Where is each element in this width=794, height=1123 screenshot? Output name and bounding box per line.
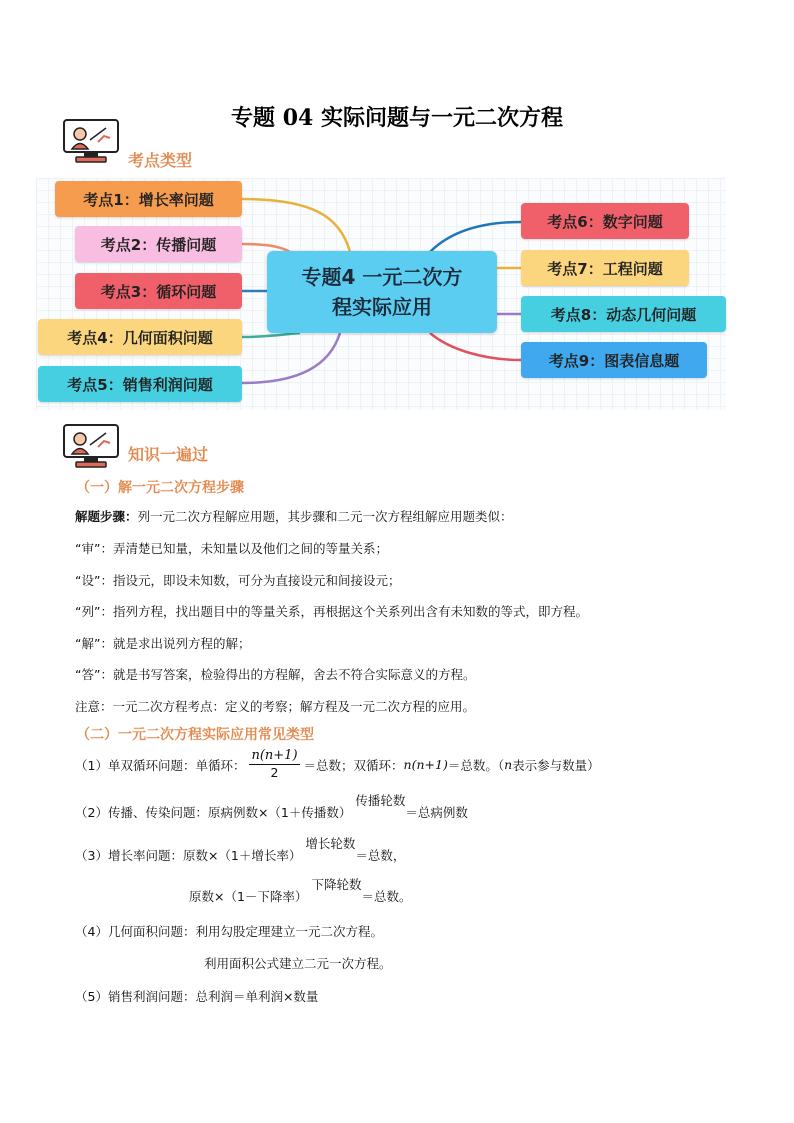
part2-item-3-line2: [189, 877, 412, 905]
item3-line2-prefix: 原数×（1－下降率）: [189, 889, 308, 904]
part1-note: 注意：一元二次方程考点：定义的考察；解方程及一元二次方程的应用。: [75, 699, 476, 714]
center-node-line2: 程实际应用: [332, 295, 432, 319]
item1-prefix: （1）单双循环问题：单循环：: [75, 757, 246, 773]
item1-suffix2: 表示参与数量）: [512, 757, 600, 773]
part2-item-1: [75, 748, 600, 781]
part1-intro: [75, 507, 513, 525]
item3-line2-exponent: 下降轮数: [311, 877, 362, 892]
part2-item-3: [75, 836, 406, 864]
part1-step-5: “答”：就是书写答案，检验得出的方程解，舍去不符合实际意义的方程。: [75, 667, 476, 682]
part2-item-5: （5）销售利润问题：总利润＝单利润×数量: [75, 989, 319, 1004]
part1-intro-text: 列一元二次方程解应用题，其步骤和二元一次方程组解应用题类似：: [137, 509, 513, 524]
mindmap-node-1: 考点1：增长率问题: [55, 181, 242, 217]
part1-step-2: “设”：指设元，即设未知数，可分为直接设元和间接设元；: [75, 573, 401, 588]
section-heading-types: 考点类型: [128, 151, 193, 170]
page-title: 专题 04 实际问题与一元二次方程: [231, 105, 563, 131]
mindmap-node-3: 考点3：循环问题: [75, 273, 242, 309]
mindmap-node-8: 考点8：动态几何问题: [521, 296, 726, 332]
item2-suffix: ＝总病例数: [405, 805, 468, 820]
mindmap-node-4: 考点4：几何面积问题: [38, 319, 242, 355]
section-heading-knowledge: 知识一遍过: [128, 445, 209, 464]
center-node-line1: 专题4 一元二次方: [301, 265, 463, 289]
part1-heading: （一）解一元二次方程步骤: [76, 480, 244, 496]
part1-step-4: “解”：就是求出说列方程的解；: [75, 636, 251, 651]
fraction-denominator: 2: [270, 765, 279, 780]
double-round-expression: n(n+1): [403, 757, 448, 772]
item1-suffix: ＝总数。（: [447, 757, 505, 773]
part1-intro-label: 解题步骤：: [75, 509, 138, 524]
mindmap-node-7: 考点7：工程问题: [521, 250, 689, 286]
part1-step-3: “列”：指列方程，找出题目中的等量关系，再根据这个关系列出含有未知数的等式，即方程。: [75, 604, 588, 619]
item2-prefix: （2）传播、传染问题：原病例数×（1＋传播数）: [75, 805, 352, 820]
mindmap-node-6: 考点6：数字问题: [521, 203, 689, 239]
item3-prefix: （3）增长率问题：原数×（1＋增长率）: [75, 848, 302, 863]
mindmap-node-2: 考点2：传播问题: [75, 226, 242, 262]
mindmap-node-5: 考点5：销售利润问题: [38, 366, 242, 402]
part2-heading: （二）一元二次方程实际应用常见类型: [76, 727, 314, 743]
part2-item-4-line2: 利用面积公式建立二元一次方程。: [204, 956, 392, 971]
item3-line2-suffix: ＝总数。: [361, 889, 412, 904]
item1-variable-n: n: [504, 757, 513, 772]
mindmap-node-9: 考点9：图表信息题: [521, 342, 707, 378]
part2-item-4: （4）几何面积问题：利用勾股定理建立一元二次方程。: [75, 924, 383, 939]
teacher-board-icon: [62, 423, 120, 469]
item3-exponent: 增长轮数: [305, 836, 356, 851]
item1-mid: ＝总数；双循环：: [303, 757, 404, 773]
item2-exponent: 传播轮数: [355, 793, 406, 808]
fraction-numerator: n(n+1): [251, 748, 298, 763]
part2-item-2: [75, 793, 468, 821]
single-round-fraction: [249, 748, 299, 781]
mindmap-center-node: [267, 251, 497, 333]
item3-suffix: ＝总数，: [355, 848, 406, 863]
teacher-board-icon: [62, 118, 120, 164]
part1-step-1: “审”：弄清楚已知量，未知量以及他们之间的等量关系；: [75, 541, 388, 556]
